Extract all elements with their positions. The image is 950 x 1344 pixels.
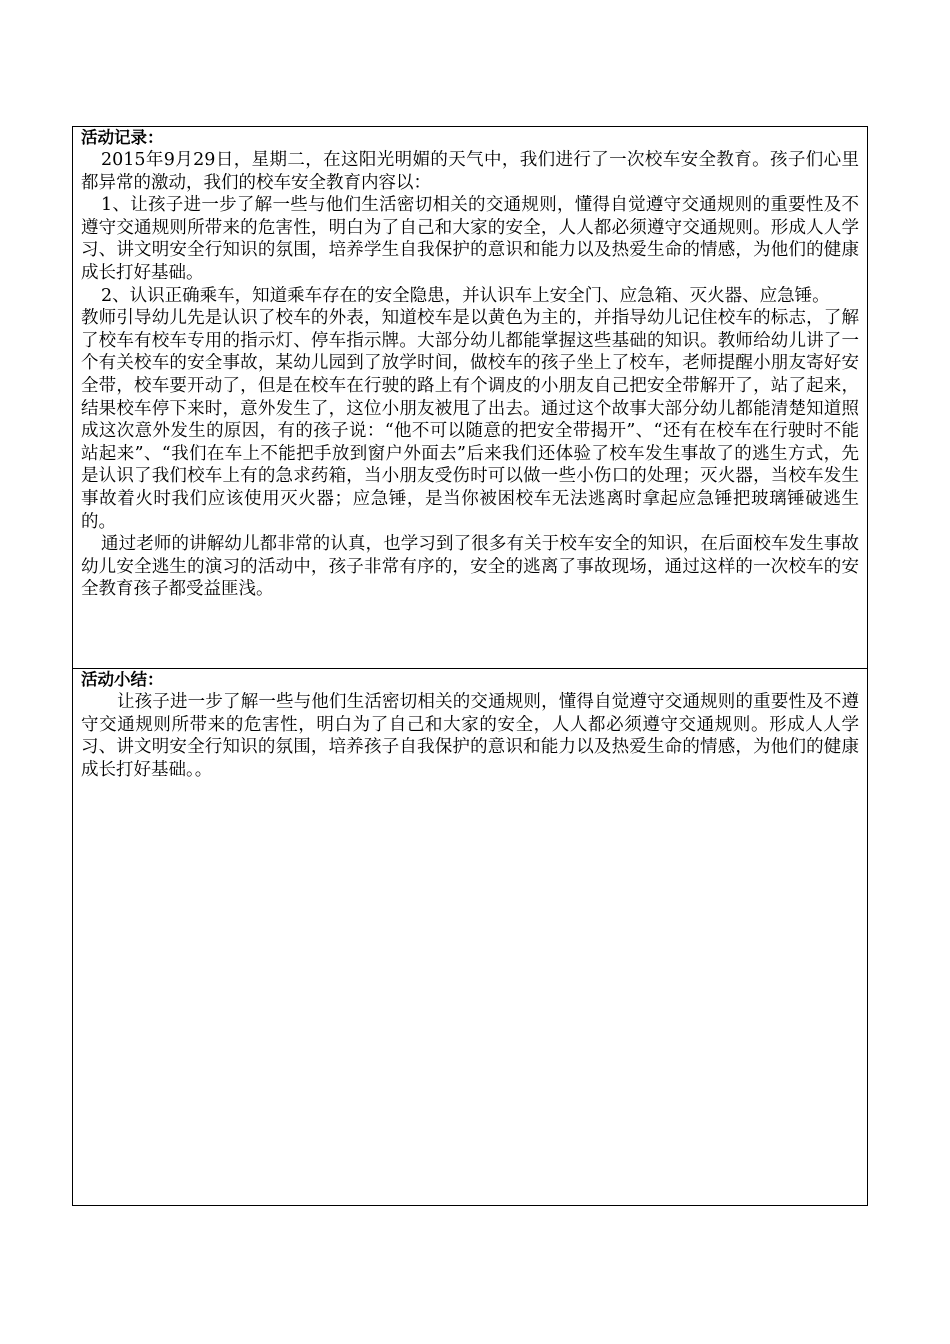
record-paragraph-point-1: 1、让孩子进一步了解一些与他们生活密切相关的交通规则，懂得自觉遵守交通规则的重要性及不遵守交通规则所带来的危害性，明白为了自己和大家的安全，人人都必须遵守交通规则。形成人人学习、讲文明安全行知识的氛围，培养学生自我保护的意识和能力以及热爱生命的情感，为他们的健康成长打好基础。 bbox=[81, 195, 859, 283]
record-paragraph-intro: 2015年9月29日，星期二，在这阳光明媚的天气中，我们进行了一次校车安全教育。孩子们心里都异常的激动，我们的校车安全教育内容以： bbox=[81, 150, 859, 193]
activity-record-heading: 活动记录： bbox=[81, 128, 164, 147]
record-paragraph-point-2: 2、认识正确乘车，知道乘车存在的安全隐患，并认识车上安全门、应急箱、灭火器、应急锤。 bbox=[101, 285, 830, 306]
activity-summary-heading: 活动小结： bbox=[81, 670, 164, 689]
record-paragraph-conclusion: 通过老师的讲解幼儿都非常的认真，也学习到了很多有关于校车安全的知识，在后面校车发生事故幼儿安全逃生的演习的活动中，孩子非常有序的，安全的逃离了事故现场，通过这样的一次校车的安全教育孩子都受益匪浅。 bbox=[81, 534, 859, 600]
summary-paragraph: 让孩子进一步了解一些与他们生活密切相关的交通规则，懂得自觉遵守交通规则的重要性及不遵守交通规则所带来的危害性，明白为了自己和大家的安全，人人都必须遵守交通规则。形成人人学习、讲文明安全行知识的氛围，培养孩子自我保护的意识和能力以及热爱生命的情感，为他们的健康成长打好基础。。 bbox=[81, 692, 859, 780]
record-paragraph-story: 教师引导幼儿先是认识了校车的外表，知道校车是以黄色为主的，并指导幼儿记住校车的标志，了解了校车有校车专用的指示灯、停车指示牌。大部分幼儿都能掌握这些基础的知识。教师给幼儿讲了一个有关校车的安全事故，某幼儿园到了放学时间，做校车的孩子坐上了校车，老师提醒小朋友寄好安全带，校车要开动了，但是在校车在行驶的路上有个调皮的小朋友自己把安全带解开了，站了起来，结果校车停下来时，意外发生了，这位小朋友被甩了出去。通过这个故事大部分幼儿都能清楚知道照成这次意外发生的原因，有的孩子说：“他不可以随意的把安全带揭开”、“还有在校车在行驶时不能站起来”、“我们在车上不能把手放到窗户外面去”后来我们还体验了校车发生事故了的逃生方式，先是认识了我们校车上有的急求药箱，当小朋友受伤时可以做一些小伤口的处理；灭火器，当校车发生事故着火时我们应该使用灭火器；应急锤，是当你被困校车无法逃离时拿起应急锤把玻璃锤破逃生的。 bbox=[81, 308, 859, 532]
activity-record-cell bbox=[73, 127, 867, 669]
activity-summary-cell bbox=[73, 669, 867, 1205]
activity-record-table bbox=[72, 126, 868, 1206]
